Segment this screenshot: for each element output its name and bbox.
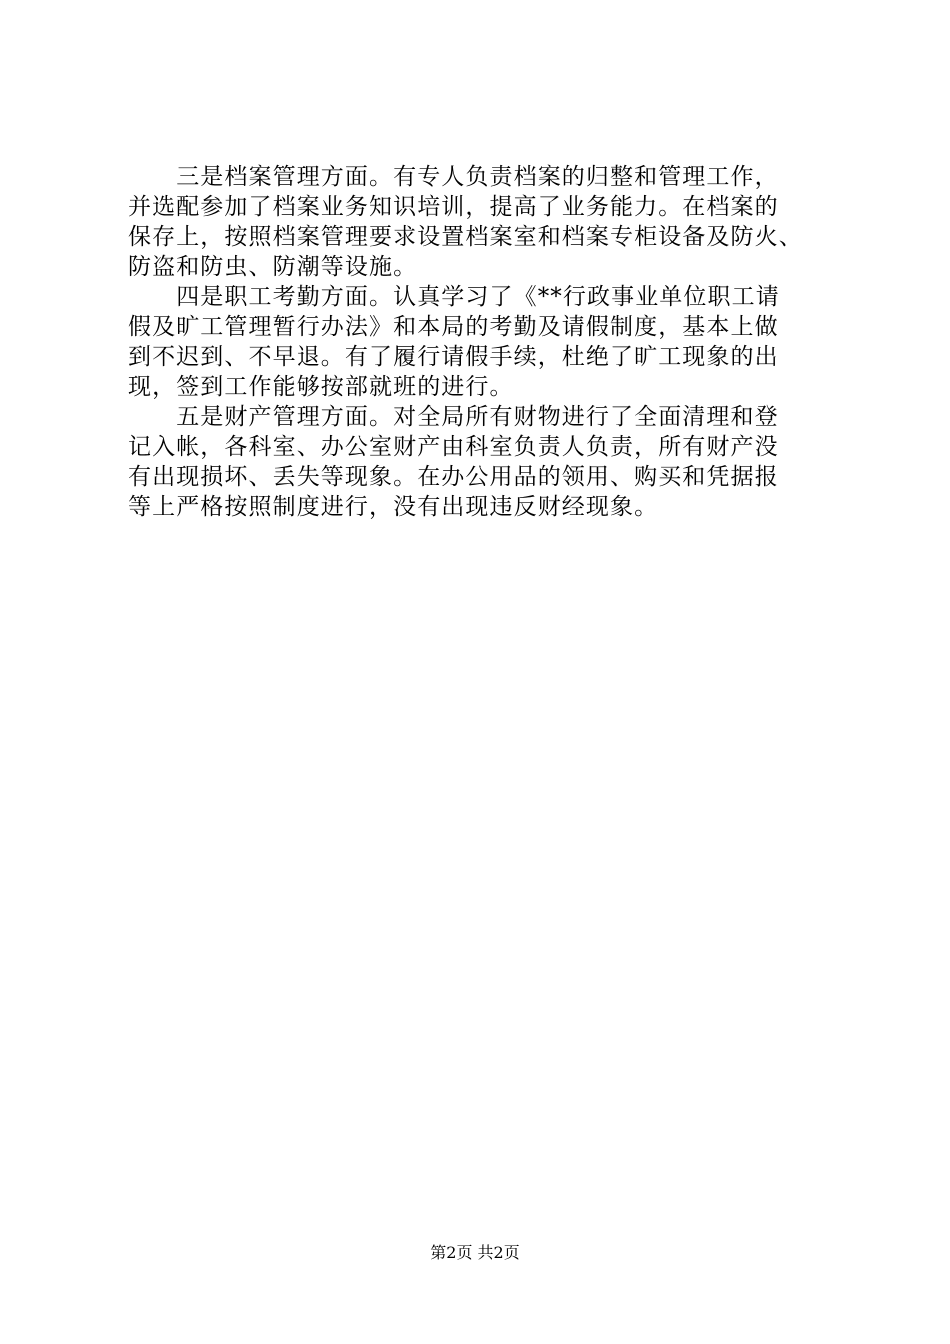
text-line: 有出现损坏、丢失等现象。在办公用品的领用、购买和凭据报 <box>128 464 779 490</box>
text-line: 并选配参加了档案业务知识培训，提高了业务能力。在档案的 <box>128 194 779 220</box>
text-line: 四是职工考勤方面。认真学习了《**行政事业单位职工请 <box>128 284 780 310</box>
text-line: 等上严格按照制度进行，没有出现违反财经现象。 <box>128 494 659 520</box>
text-line: 五是财产管理方面。对全局所有财物进行了全面清理和登 <box>128 404 779 430</box>
text-line: 现，签到工作能够按部就班的进行。 <box>128 374 514 400</box>
text-line: 保存上，按照档案管理要求设置档案室和档案专柜设备及防火、 <box>128 224 803 250</box>
text-line: 防盗和防虫、防潮等设施。 <box>128 254 418 280</box>
text-line: 到不迟到、不早退。有了履行请假手续，杜绝了旷工现象的出 <box>128 344 779 370</box>
body-text <box>128 162 858 522</box>
page-footer: 第2页 共2页 <box>430 1243 520 1262</box>
text-line: 三是档案管理方面。有专人负责档案的归整和管理工作， <box>128 164 779 190</box>
text-line: 记入帐，各科室、办公室财产由科室负责人负责，所有财产没 <box>128 434 779 460</box>
text-line: 假及旷工管理暂行办法》和本局的考勤及请假制度，基本上做 <box>128 314 779 340</box>
